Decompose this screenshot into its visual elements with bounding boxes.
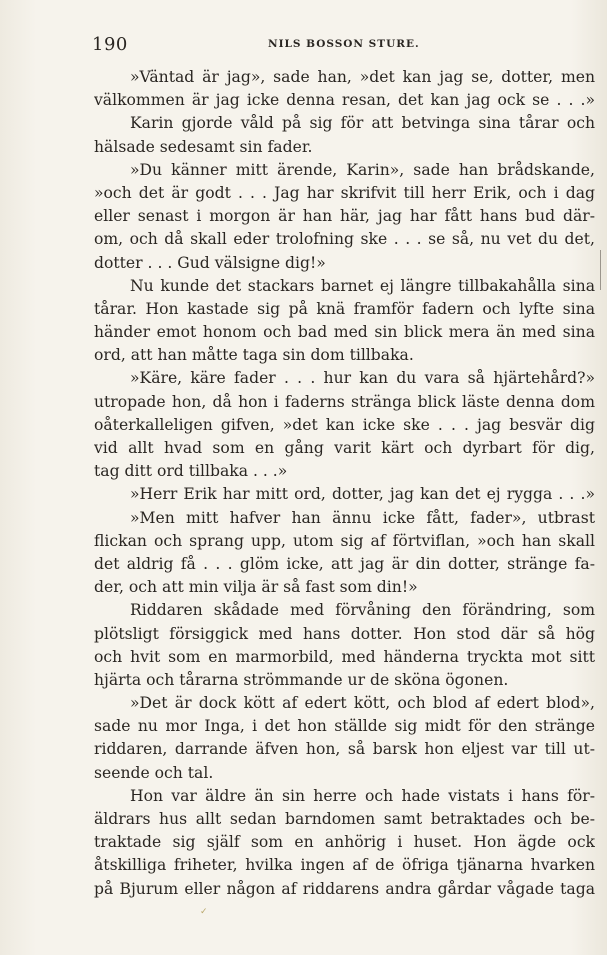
text-line: tårar. Hon kastade sig på knä framför fadern och lyfte sina: [94, 299, 595, 318]
text-line: »Väntad är jag», sade han, »det kan jag se, dotter, men: [130, 68, 595, 86]
page-header: [92, 34, 592, 56]
running-title: NILS BOSSON STURE.: [268, 38, 420, 50]
text-line: om, och då skall eder trolofning ske . . . se så, nu vet du det,: [94, 230, 595, 249]
text-line: Karin gjorde våld på sig för att betvinga sina tårar och: [130, 114, 595, 133]
text-line: oåterkalleligen gifven, »det kan icke ske . . . jag besvär dig: [94, 415, 595, 434]
text-line: på Bjurum eller någon af riddarens andra gårdar vågade taga: [94, 879, 595, 898]
margin-line: [600, 250, 601, 290]
text-line: tag ditt ord tillbaka . . .»: [94, 462, 288, 481]
text-line: flickan och sprang upp, utom sig af förtviflan, »och han skall: [94, 531, 595, 550]
text-line: hälsade sedesamt sin fader.: [94, 137, 313, 156]
text-line: »Det är dock kött af edert kött, och blod af edert blod»,: [130, 694, 595, 713]
text-line: »Men mitt hafver han ännu icke fått, fader», utbrast: [130, 508, 595, 527]
body-text: [94, 66, 595, 901]
text-line: sade nu mor Inga, i det hon ställde sig midt för den stränge: [94, 717, 595, 736]
text-line: det aldrig få . . . glöm icke, att jag är din dotter, stränge fa-: [94, 554, 595, 573]
text-line: »Du känner mitt ärende, Karin», sade han brådskande,: [130, 160, 595, 179]
text-line: riddaren, darrande äfven hon, så barsk hon eljest var till ut-: [94, 740, 595, 759]
text-line: der, och att min vilja är så fast som din!»: [94, 578, 418, 597]
text-line: Hon var äldre än sin herre och hade vistats i hans för-: [130, 786, 595, 805]
text-line: välkommen är jag icke denna resan, det kan jag ock se . . .»: [94, 91, 595, 110]
text-line: seende och tal.: [94, 763, 214, 782]
text-line: eller senast i morgon är han här, jag har fått hans bud där-: [94, 207, 595, 226]
text-line: händer emot honom och bad med sin blick mera än med sina: [94, 323, 595, 342]
text-line: dotter . . . Gud välsigne dig!»: [94, 253, 326, 272]
text-line: traktade sig själf som en anhörig i huset. Hon ägde ock: [94, 833, 595, 852]
text-line: ord, att han måtte taga sin dom tillbaka.: [94, 346, 414, 365]
text-line: plötsligt försiggick med hans dotter. Hon stod där så hög: [94, 624, 595, 643]
text-line: »Herr Erik har mitt ord, dotter, jag kan det ej rygga . . .»: [130, 485, 595, 504]
text-line: Nu kunde det stackars barnet ej längre tillbakahålla sina: [130, 276, 595, 295]
text-line: Riddaren skådade med förvåning den förändring, som: [130, 601, 595, 620]
text-line: hjärta och tårarna strömmande ur de sköna ögonen.: [94, 670, 509, 689]
text-line: åtskilliga friheter, hvilka ingen af de öfriga tjänarna hvarken: [94, 856, 595, 875]
text-line: och hvit som en marmorbild, med händerna tryckta mot sitt: [94, 647, 595, 666]
page-number: 190: [92, 34, 128, 55]
text-line: »och det är godt . . . Jag har skrifvit till herr Erik, och i dag: [94, 183, 595, 202]
text-line: »Käre, käre fader . . . hur kan du vara så hjärtehård?»: [130, 369, 595, 388]
text-line: utropade hon, då hon i faderns stränga blick läste denna dom: [94, 392, 595, 411]
text-line: äldrars hus allt sedan barndomen samt betraktades och be-: [94, 810, 595, 828]
ink-mark-icon: ✓: [200, 907, 208, 917]
text-line: vid allt hvad som en gång varit kärt och dyrbart för dig,: [94, 439, 595, 457]
